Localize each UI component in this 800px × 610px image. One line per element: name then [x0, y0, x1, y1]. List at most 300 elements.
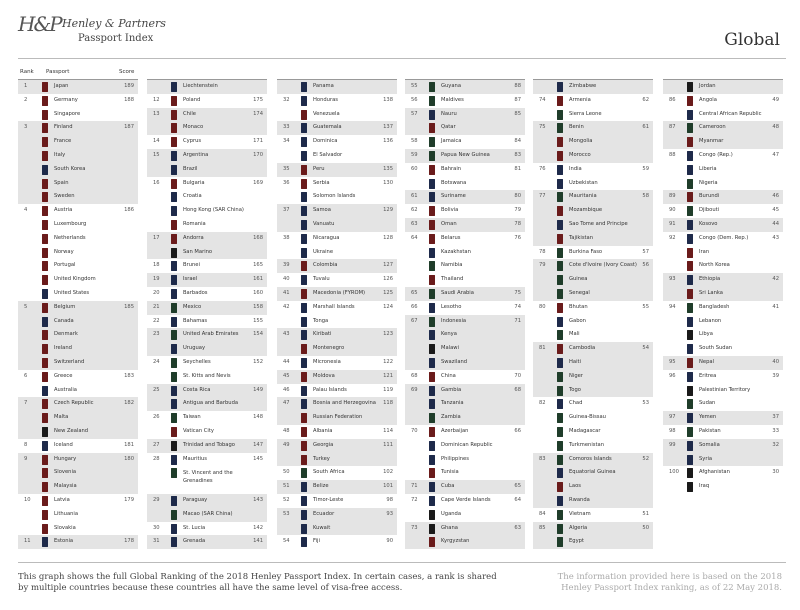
passport-icon [301, 137, 307, 147]
ranking-row [147, 411, 267, 425]
rank-number: 77 [539, 193, 546, 200]
country-name: Serbia [313, 179, 330, 186]
rank-number: 28 [153, 455, 160, 462]
ranking-row [533, 384, 653, 398]
country-name: Uzbekistan [569, 179, 598, 186]
ranking-row [405, 177, 525, 191]
passport-icon [429, 275, 435, 285]
country-name: St. Kitts and Nevis [183, 372, 231, 379]
rank-number: 43 [283, 331, 290, 338]
country-name: Poland [183, 96, 201, 103]
passport-icon [42, 220, 48, 230]
score-value: 161 [253, 276, 263, 283]
ranking-row [405, 204, 525, 218]
passport-icon [687, 413, 693, 423]
rank-number: 70 [411, 428, 418, 434]
ranking-row [405, 328, 525, 342]
score-value: 80 [514, 193, 521, 200]
passport-icon [171, 510, 177, 520]
passport-icon [171, 344, 177, 354]
ranking-row [533, 163, 653, 177]
rank-number: 94 [669, 303, 676, 310]
passport-icon [301, 330, 307, 340]
passport-icon [171, 372, 177, 382]
ranking-row [663, 121, 783, 135]
country-name: Saudi Arabia [441, 290, 474, 296]
passport-icon [171, 137, 177, 147]
score-value: 129 [383, 207, 393, 214]
country-name: Venezuela [313, 110, 340, 117]
passport-icon [557, 344, 563, 354]
rank-number: 37 [283, 207, 290, 214]
ranking-row [663, 397, 783, 411]
score-value: 171 [253, 138, 263, 145]
passport-icon [687, 344, 693, 354]
ranking-row [405, 218, 525, 232]
country-name: Netherlands [54, 234, 86, 241]
passport-icon [42, 399, 48, 409]
country-name: Ukraine [313, 248, 334, 255]
ranking-row [18, 342, 138, 356]
ranking-row [663, 384, 783, 398]
score-value: 143 [253, 497, 263, 503]
passport-icon [429, 344, 435, 354]
passport-icon [42, 96, 48, 106]
ranking-row [663, 342, 783, 356]
passport-icon [301, 234, 307, 244]
score-value: 64 [514, 497, 521, 503]
ranking-row [147, 259, 267, 273]
ranking-row [277, 494, 397, 508]
passport-icon [301, 82, 307, 92]
passport-icon [42, 179, 48, 189]
rank-number: 26 [153, 414, 160, 421]
country-name: Gabon [569, 317, 586, 324]
ranking-column [147, 79, 267, 551]
rank-number: 38 [283, 234, 290, 241]
score-value: 49 [772, 96, 779, 103]
ranking-row [147, 232, 267, 246]
country-name: Lesotho [441, 303, 462, 310]
country-name: Myanmar [699, 138, 724, 145]
score-value: 59 [642, 165, 649, 172]
score-value: 90 [386, 538, 393, 545]
country-name: Bolivia [441, 207, 459, 214]
passport-icon [42, 537, 48, 547]
ranking-row [533, 411, 653, 425]
ranking-row [533, 494, 653, 508]
score-value: 155 [253, 317, 263, 324]
passport-icon [429, 82, 435, 92]
country-name: Eritrea [699, 372, 717, 379]
country-name: South Sudan [699, 345, 733, 352]
country-name: Grenada [183, 538, 206, 545]
ranking-row [147, 397, 267, 411]
passport-icon [429, 482, 435, 492]
ranking-row [663, 466, 783, 480]
score-value: 30 [772, 469, 779, 476]
rank-number: 85 [539, 524, 546, 531]
rank-number: 99 [669, 441, 676, 448]
passport-icon [687, 330, 693, 340]
passport-icon [301, 220, 307, 230]
rank-number: 83 [539, 455, 546, 462]
rank-number: 21 [153, 303, 160, 310]
rank-number: 71 [411, 483, 418, 490]
passport-icon [687, 82, 693, 92]
country-name: Armenia [569, 96, 591, 103]
score-value: 168 [253, 234, 263, 241]
country-name: Burundi [699, 193, 720, 200]
passport-icon [687, 151, 693, 161]
rank-number: 89 [669, 193, 676, 200]
country-name: Timor-Leste [313, 497, 344, 503]
ranking-row [18, 494, 138, 508]
country-name: Togo [569, 386, 581, 393]
henley-logo [18, 12, 218, 52]
country-name: Oman [441, 221, 457, 227]
passport-icon [301, 468, 307, 478]
passport-icon [301, 275, 307, 285]
country-name: Macao (SAR China) [183, 510, 233, 517]
ranking-row [18, 246, 138, 260]
ranking-row [533, 466, 653, 480]
rank-number: 97 [669, 414, 676, 421]
country-name: Andorra [183, 234, 204, 241]
country-name: Turkmenistan [569, 441, 604, 448]
passport-icon [42, 82, 48, 92]
rank-number: 46 [283, 386, 290, 393]
ranking-row [663, 439, 783, 453]
country-name: Bangladesh [699, 303, 730, 310]
ranking-row [533, 94, 653, 108]
ranking-row [663, 287, 783, 301]
rank-number: 39 [283, 262, 290, 269]
rank-number: 100 [669, 469, 679, 476]
passport-icon [171, 110, 177, 120]
rank-number: 92 [669, 234, 676, 241]
country-name: Nigeria [699, 179, 718, 186]
rank-number: 35 [283, 165, 290, 172]
country-name: Nicaragua [313, 234, 340, 241]
ranking-row [405, 246, 525, 260]
passport-icon [171, 441, 177, 451]
passport-icon [171, 427, 177, 437]
rank-number: 49 [283, 441, 290, 448]
ranking-row [533, 135, 653, 149]
country-name: Cote d'Ivoire (Ivory Coast) [569, 262, 637, 269]
rank-number: 36 [283, 179, 290, 186]
ranking-row [533, 301, 653, 315]
passport-icon [429, 330, 435, 340]
country-name: Lithuania [54, 510, 79, 517]
ranking-row [663, 94, 783, 108]
score-value: 51 [642, 510, 649, 517]
passport-icon [42, 413, 48, 423]
ranking-column [277, 79, 397, 551]
rank-number: 51 [283, 483, 290, 490]
passport-icon [171, 399, 177, 409]
country-name: Palestinian Territory [699, 386, 751, 393]
logo-mark: H&P [18, 12, 61, 36]
passport-icon [557, 399, 563, 409]
country-name: Azerbaijan [441, 428, 469, 434]
ranking-row [147, 287, 267, 301]
passport-icon [42, 165, 48, 175]
country-name: Madagascar [569, 428, 601, 434]
country-name: San Marino [183, 248, 213, 255]
score-value: 101 [383, 483, 393, 490]
passport-icon [301, 372, 307, 382]
ranking-row [147, 328, 267, 342]
country-name: Kiribati [313, 331, 332, 338]
rank-number: 2 [24, 96, 28, 103]
score-value: 128 [383, 234, 393, 241]
ranking-row [18, 80, 138, 94]
passport-icon [687, 234, 693, 244]
country-name: Hong Kong (SAR China) [183, 207, 244, 214]
country-name: Slovenia [54, 469, 77, 476]
country-name: Sierra Leone [569, 110, 602, 117]
passport-icon [301, 496, 307, 506]
passport-icon [301, 386, 307, 396]
ranking-row [533, 246, 653, 260]
rank-column-header: Rank [20, 69, 34, 75]
passport-icon [171, 275, 177, 285]
country-name: Philippines [441, 455, 469, 462]
ranking-row [18, 535, 138, 549]
ranking-row [277, 356, 397, 370]
ranking-row [18, 232, 138, 246]
ranking-row [663, 163, 783, 177]
passport-icon [687, 386, 693, 396]
score-value: 53 [642, 400, 649, 407]
header-divider [18, 58, 786, 59]
ranking-row [533, 204, 653, 218]
country-name: Rwanda [569, 497, 590, 503]
country-name: Chad [569, 400, 583, 407]
country-name: Bulgaria [183, 179, 205, 186]
country-name: Vietnam [569, 510, 591, 517]
ranking-row [405, 466, 525, 480]
passport-icon [687, 206, 693, 216]
ranking-row [663, 328, 783, 342]
score-value: 78 [514, 221, 521, 227]
rank-number: 63 [411, 221, 418, 227]
passport-icon [557, 82, 563, 92]
country-name: Laos [569, 483, 581, 490]
ranking-row [147, 356, 267, 370]
ranking-row [533, 218, 653, 232]
country-name: North Korea [699, 262, 730, 269]
passport-icon [301, 427, 307, 437]
passport-icon [42, 192, 48, 202]
passport-icon [301, 179, 307, 189]
passport-icon [429, 399, 435, 409]
country-name: Central African Republic [699, 110, 762, 117]
passport-icon [301, 524, 307, 534]
passport-icon [687, 137, 693, 147]
ranking-row [533, 108, 653, 122]
ranking-row [663, 135, 783, 149]
rank-number: 31 [153, 538, 160, 545]
passport-icon [557, 372, 563, 382]
ranking-row [18, 287, 138, 301]
country-name: Samoa [313, 207, 331, 214]
rank-number: 76 [539, 165, 546, 172]
rank-number: 56 [411, 96, 418, 103]
ranking-row [147, 80, 267, 94]
score-value: 188 [124, 96, 134, 103]
country-name: Cape Verde Islands [441, 497, 491, 503]
country-name: Thailand [441, 276, 464, 283]
country-name: Montenegro [313, 345, 345, 352]
brand-name: Henley & Partners [62, 17, 166, 30]
country-name: Bahrain [441, 165, 462, 172]
country-name: Italy [54, 152, 66, 158]
ranking-row [147, 94, 267, 108]
passport-icon [171, 206, 177, 216]
passport-icon [42, 496, 48, 506]
country-name: Mauritania [569, 193, 597, 200]
country-name: Congo (Dem. Rep.) [699, 234, 749, 241]
score-value: 62 [642, 96, 649, 103]
ranking-row [277, 94, 397, 108]
score-value: 181 [124, 441, 134, 448]
passport-icon [42, 303, 48, 313]
ranking-row [18, 411, 138, 425]
passport-icon [687, 179, 693, 189]
score-value: 40 [772, 359, 779, 365]
passport-icon [301, 192, 307, 202]
ranking-row [533, 370, 653, 384]
ranking-row [277, 384, 397, 398]
ranking-row [277, 149, 397, 163]
passport-icon [301, 510, 307, 520]
country-name: Cameroon [699, 124, 726, 131]
rank-number: 74 [539, 96, 546, 103]
passport-icon [687, 192, 693, 202]
country-name: Gambia [441, 386, 462, 393]
rank-number: 93 [669, 276, 676, 283]
country-name: Georgia [313, 441, 334, 448]
country-name: Croatia [183, 193, 202, 200]
ranking-row [147, 522, 267, 536]
ranking-row [663, 273, 783, 287]
ranking-row [663, 246, 783, 260]
country-name: Libya [699, 331, 713, 338]
ranking-row [533, 315, 653, 329]
passport-icon [429, 220, 435, 230]
country-name: Belgium [54, 303, 76, 310]
passport-icon [687, 482, 693, 492]
ranking-row [663, 356, 783, 370]
country-name: Jamaica [441, 138, 462, 145]
ranking-row [277, 522, 397, 536]
country-name: Malawi [441, 345, 459, 352]
passport-icon [687, 110, 693, 120]
passport-icon [301, 537, 307, 547]
passport-icon [42, 317, 48, 327]
score-value: 75 [514, 290, 521, 296]
score-value: 87 [514, 96, 521, 103]
country-name: Sweden [54, 193, 75, 200]
country-name: Liberia [699, 165, 717, 172]
passport-icon [429, 206, 435, 216]
ranking-row [405, 439, 525, 453]
country-name: Liechtenstein [183, 83, 218, 89]
passport-icon [429, 123, 435, 133]
score-value: 189 [124, 83, 134, 89]
rank-number: 72 [411, 497, 418, 503]
score-value: 55 [642, 303, 649, 310]
country-name: Portugal [54, 262, 76, 269]
passport-icon [301, 455, 307, 465]
passport-icon [429, 261, 435, 271]
rank-number: 8 [24, 441, 28, 448]
ranking-row [147, 163, 267, 177]
passport-icon [171, 82, 177, 92]
country-name: Russian Federation [313, 414, 363, 421]
passport-icon [171, 413, 177, 423]
ranking-row [147, 301, 267, 315]
ranking-row [277, 163, 397, 177]
passport-icon [557, 192, 563, 202]
passport-icon [171, 179, 177, 189]
ranking-row [533, 328, 653, 342]
country-name: Cyprus [183, 138, 202, 145]
rank-number: 6 [24, 372, 28, 379]
passport-icon [429, 413, 435, 423]
passport-icon [42, 441, 48, 451]
country-name: Bhutan [569, 303, 588, 310]
country-name: Vanuatu [313, 221, 335, 227]
passport-icon [429, 468, 435, 478]
country-name: Canada [54, 317, 74, 324]
ranking-row [277, 480, 397, 494]
country-name: Norway [54, 248, 74, 255]
rank-number: 24 [153, 359, 160, 365]
passport-icon [301, 358, 307, 368]
score-value: 175 [253, 96, 263, 103]
country-name: Denmark [54, 331, 78, 338]
score-value: 154 [253, 331, 263, 338]
ranking-row [277, 80, 397, 94]
rank-number: 86 [669, 96, 676, 103]
country-name: Kenya [441, 331, 457, 338]
country-name: Pakistan [699, 428, 721, 434]
ranking-row [533, 287, 653, 301]
score-value: 68 [514, 386, 521, 393]
passport-icon [171, 261, 177, 271]
rank-number: 22 [153, 317, 160, 324]
ranking-row [405, 259, 525, 273]
rank-number: 27 [153, 441, 160, 448]
passport-icon [301, 344, 307, 354]
rank-number: 16 [153, 179, 160, 186]
rank-number: 45 [283, 372, 290, 379]
ranking-row [18, 508, 138, 522]
score-value: 57 [642, 248, 649, 255]
passport-icon [301, 123, 307, 133]
ranking-row [533, 273, 653, 287]
passport-icon [429, 524, 435, 534]
score-value: 50 [642, 524, 649, 531]
ranking-row [147, 508, 267, 522]
country-name: Colombia [313, 262, 338, 269]
score-value: 145 [253, 455, 263, 462]
score-value: 93 [386, 510, 393, 517]
